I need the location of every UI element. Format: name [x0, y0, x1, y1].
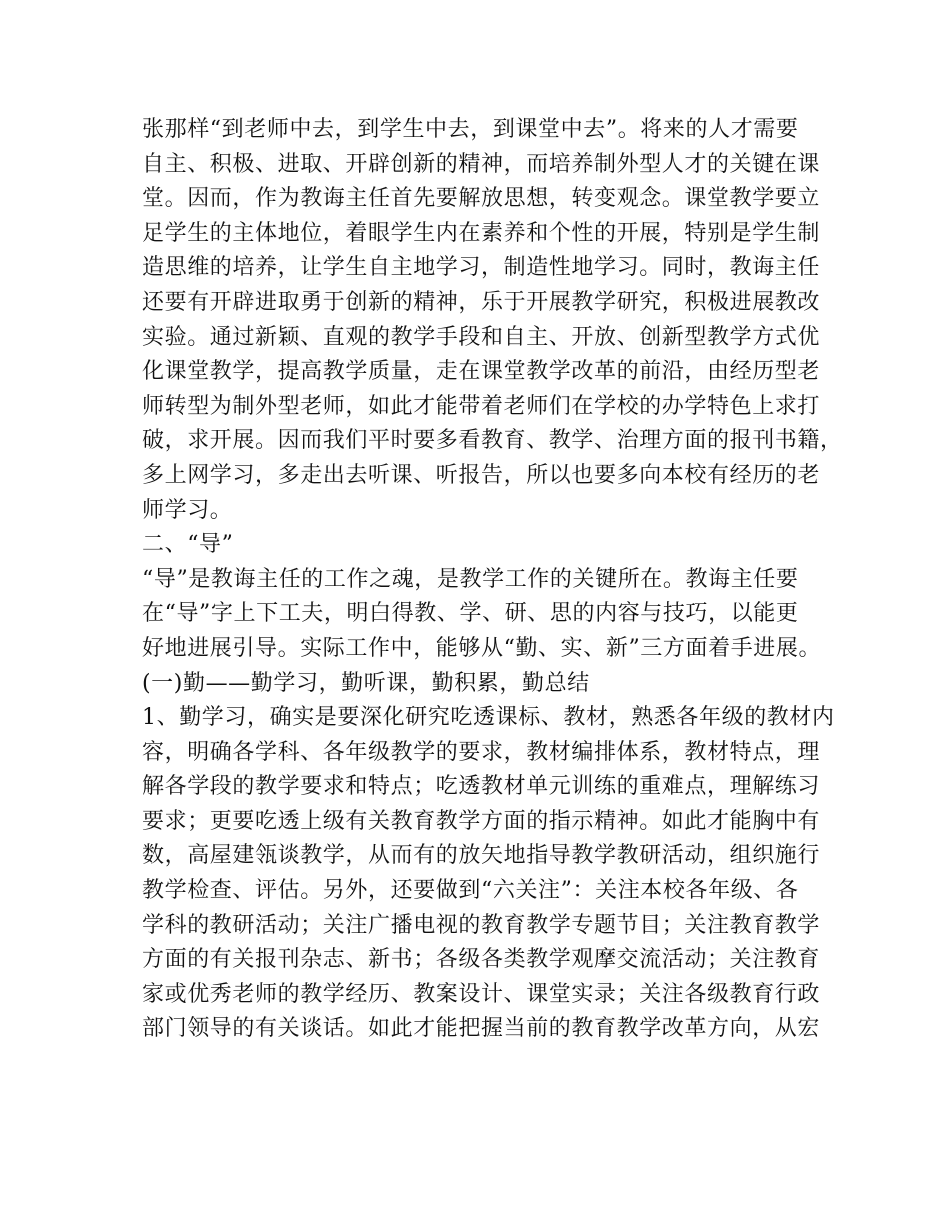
text-line: 家或优秀老师的教学经历、教案设计、课堂实录；关注各级教育行政 — [142, 981, 821, 1007]
text-line: 在“导”字上下工夫，明白得教、学、研、思的内容与技巧，以能更 — [142, 601, 799, 627]
text-line: 教学检查、评估。另外，还要做到“六关注”：关注本校各年级、各 — [142, 878, 799, 904]
text-line: 多上网学习，多走出去听课、听报告，所以也要多向本校有经历的老 — [142, 462, 821, 488]
text-line: 学科的教研活动；关注广播电视的教育教学专题节目；关注教育教学 — [142, 912, 821, 938]
text-line: 部门领导的有关谈话。如此才能把握当前的教育教学改革方向，从宏 — [142, 1016, 821, 1042]
text-line: 好地进展引导。实际工作中，能够从“勤、实、新”三方面着手进展。 — [142, 635, 822, 661]
text-line: 实验。通过新颖、直观的教学手段和自主、开放、创新型教学方式优 — [142, 324, 821, 350]
text-line: 自主、积极、进取、开辟创新的精神，而培养制外型人才的关键在课 — [142, 151, 821, 177]
text-line: 足学生的主体地位，着眼学生内在素养和个性的开展，特别是学生制 — [142, 220, 821, 246]
text-line: 解各学段的教学要求和特点；吃透教材单元训练的重难点，理解练习 — [142, 774, 821, 800]
text-line: 破，求开展。因而我们平时要多看教育、教学、治理方面的报刊书籍， — [142, 428, 843, 454]
text-line: 数，高屋建瓴谈教学，从而有的放矢地指导教学教研活动，组织施行 — [142, 843, 821, 869]
text-line: 1、勤学习，确实是要深化研究吃透课标、教材，熟悉各年级的教材内 — [142, 705, 835, 731]
text-line: 要求；更要吃透上级有关教育教学方面的指示精神。如此才能胸中有 — [142, 808, 821, 834]
body-text — [142, 113, 843, 1047]
text-line: 师转型为制外型老师，如此才能带着老师们在学校的办学特色上求打 — [142, 393, 821, 419]
text-line: 师学习。 — [142, 497, 233, 523]
text-line: 方面的有关报刊杂志、新书；各级各类教学观摩交流活动；关注教育 — [142, 947, 821, 973]
text-line: 还要有开辟进取勇于创新的精神，乐于开展教学研究，积极进展教改 — [142, 289, 821, 315]
text-line: 张那样“到老师中去，到学生中去，到课堂中去”。将来的人才需要 — [142, 117, 799, 142]
text-line: “导”是教诲主任的工作之魂，是教学工作的关键所在。教诲主任要 — [142, 566, 799, 592]
text-line: 容，明确各学科、各年级教学的要求，教材编排体系，教材特点，理 — [142, 739, 821, 765]
text-line: 堂。因而，作为教诲主任首先要解放思想，转变观念。课堂教学要立 — [142, 186, 821, 212]
text-line: 造思维的培养，让学生自主地学习，制造性地学习。同时，教诲主任 — [142, 255, 821, 281]
text-line: 化课堂教学，提高教学质量，走在课堂教学改革的前沿，由经历型老 — [142, 359, 821, 385]
section-heading: 二、“导” — [142, 532, 234, 558]
subsection-heading: (一)勤——勤学习，勤听课，勤积累，勤总结 — [142, 670, 590, 696]
